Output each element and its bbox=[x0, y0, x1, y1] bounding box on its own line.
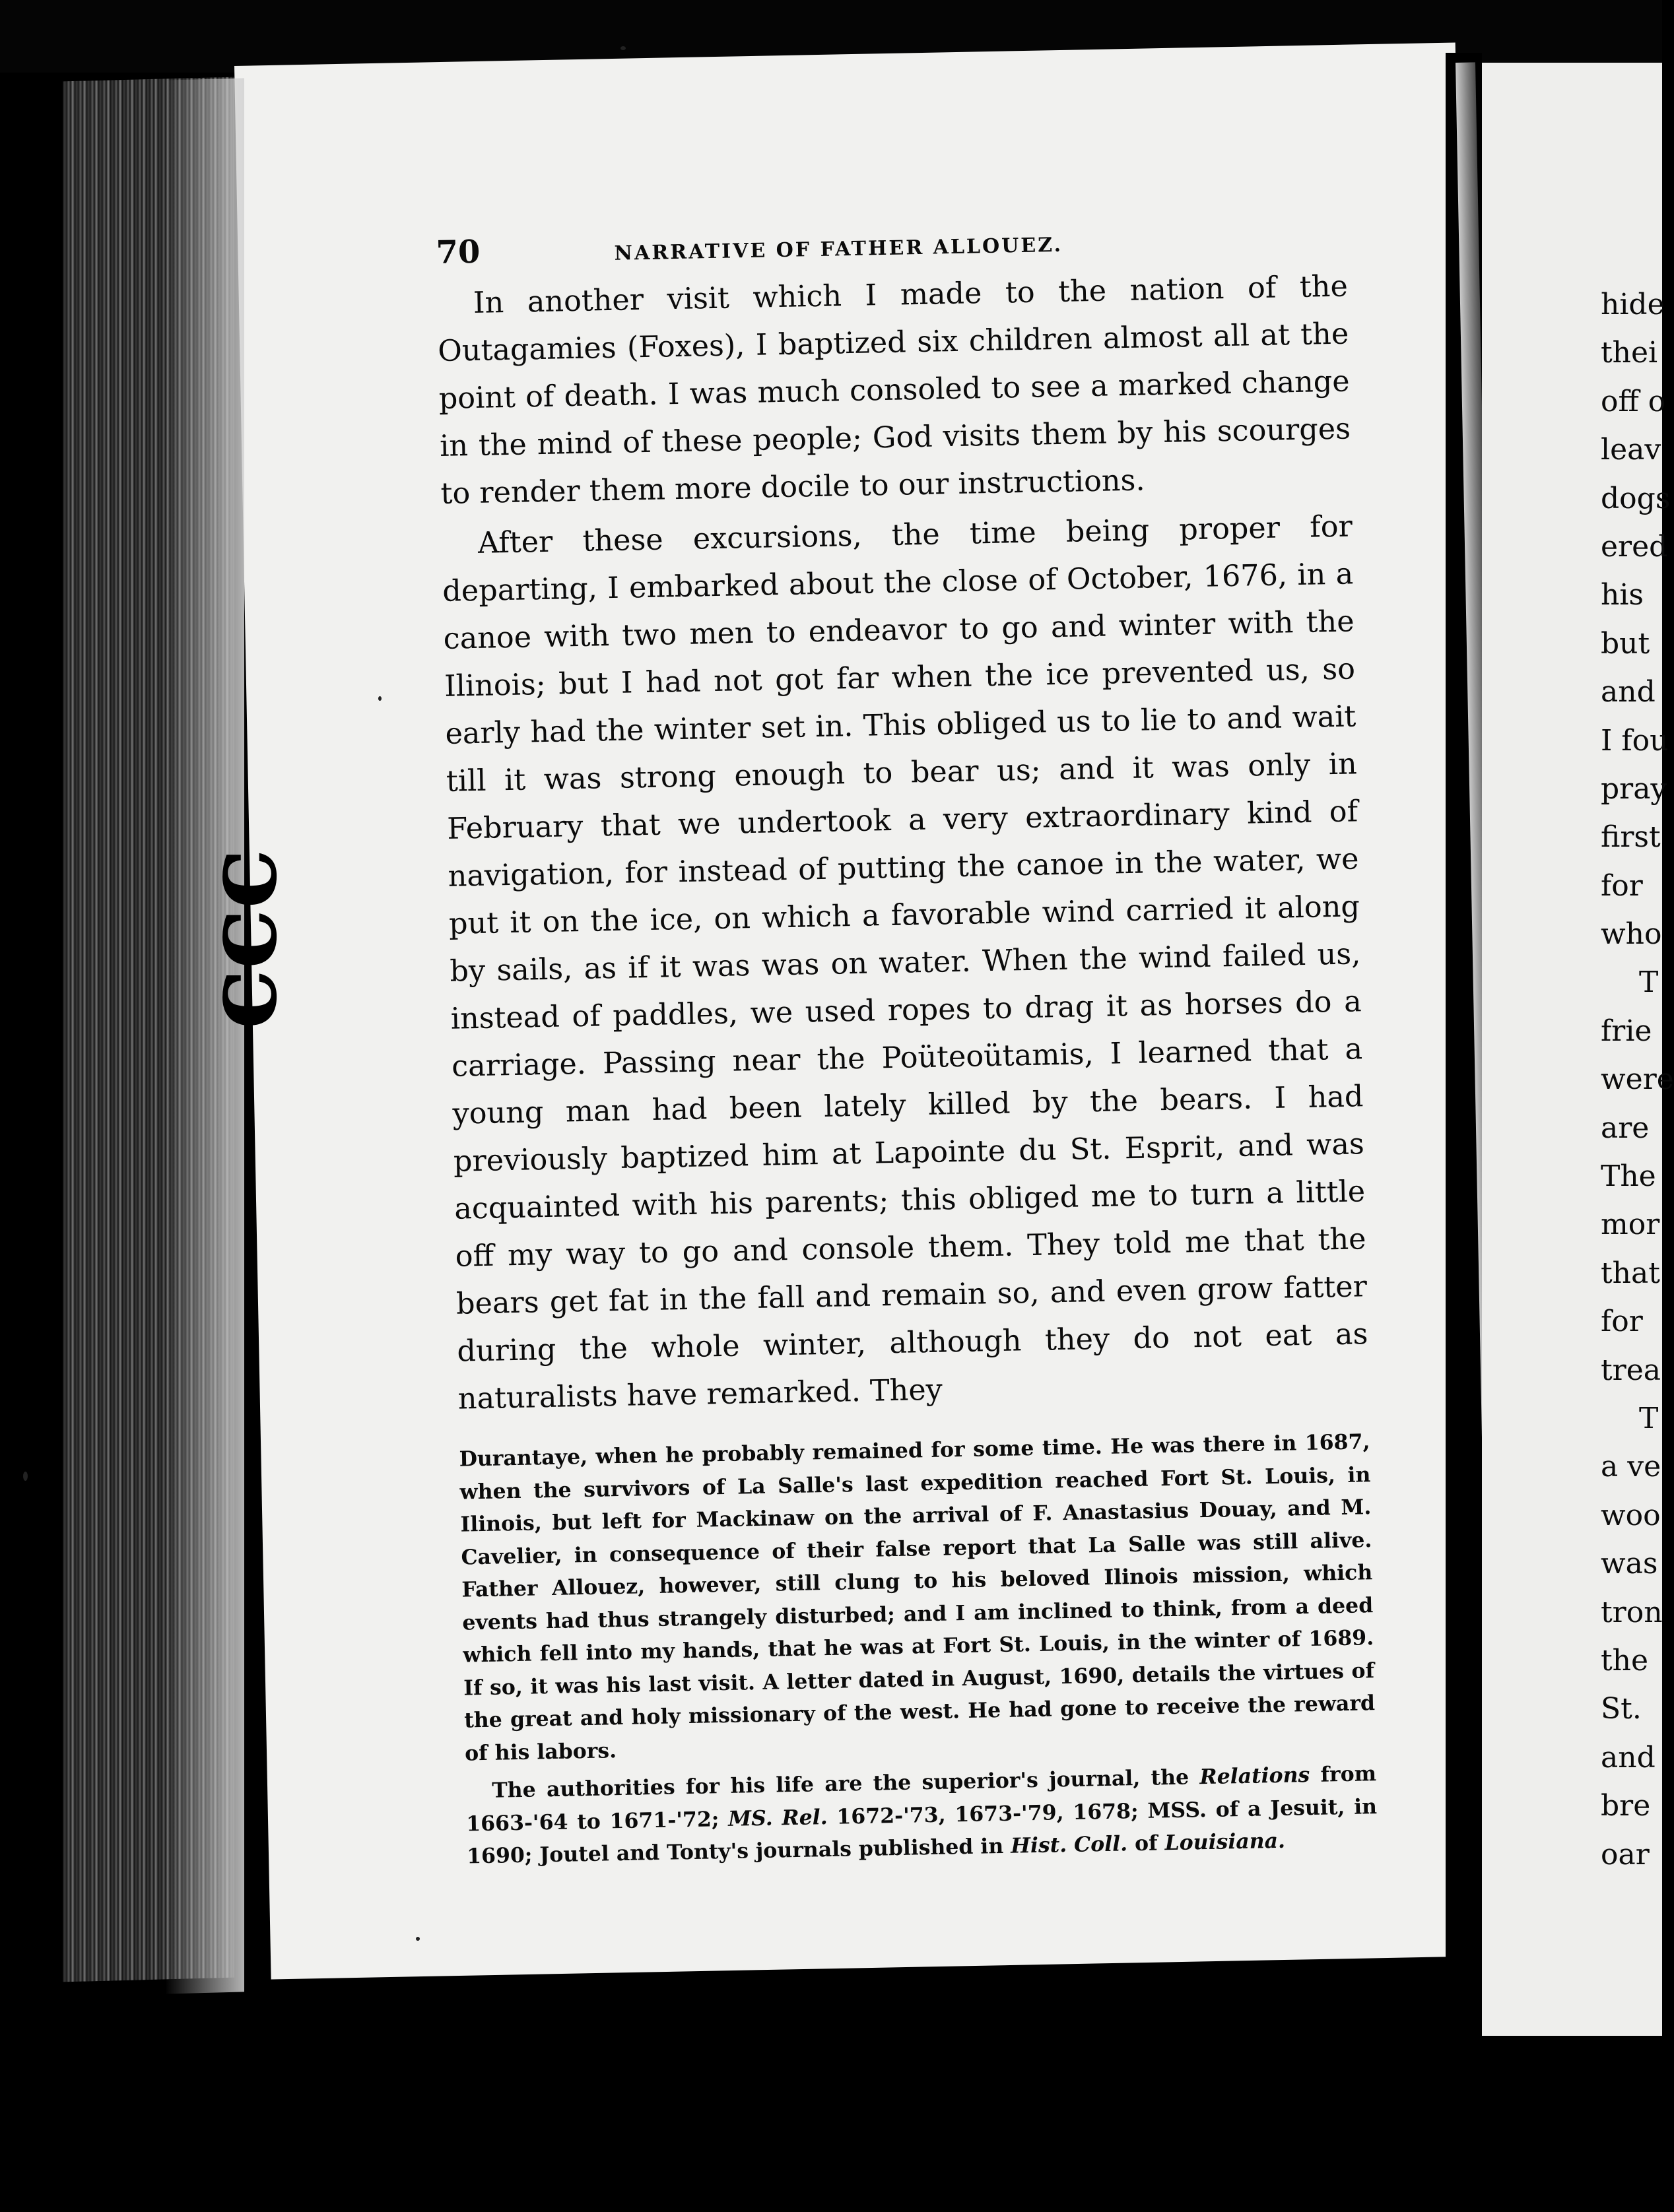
facing-line: pray bbox=[1601, 771, 1667, 806]
facing-line: woo bbox=[1601, 1498, 1661, 1532]
italic-title: Louisiana. bbox=[1164, 1828, 1286, 1856]
facing-line: ered bbox=[1601, 529, 1668, 564]
facing-line: off o bbox=[1601, 384, 1666, 418]
facing-line: the bbox=[1601, 1643, 1649, 1677]
facing-line: a ve bbox=[1601, 1450, 1661, 1484]
page-edge-shading bbox=[165, 78, 244, 1994]
facing-line: bre bbox=[1601, 1789, 1651, 1823]
facing-line: oar bbox=[1601, 1837, 1650, 1871]
body-text bbox=[436, 263, 1369, 1423]
paragraph: After these excursions, the time being proper for departing, I embarked about the close of October, 1676, in a canoe with two men to endeavor to go and winter with the Ilinois; but I had not got far when the ice prevented us, so early had the winter set in. This obliged us to lie to and wait till it was strong enough to bear us; and it was only in February that we undertook a very extraordinary kind of navigation, for instead of putting the canoe in the water, we put it on the ice, on which a favorable wind carried it along by sails, as if it was was on water. When the wind failed us, instead of paddles, we used ropes to drag it as horses do a carriage. Passing near the Poüteoütamis, I learned that a young man had been lately killed by the bears. I had previously baptized him at Lapointe du St. Esprit, and was acquainted with his parents; this obliged me to turn a little off my way to go and console them. They told me that the bears get fat in the fall and remain so, and even grow fatter during the whole winter, although they do not eat as naturalists have remarked. They bbox=[442, 509, 1368, 1416]
facing-line: dogs bbox=[1601, 481, 1671, 515]
facing-page-text bbox=[1601, 280, 1674, 1879]
facing-line: T bbox=[1639, 965, 1659, 1000]
facing-line: that bbox=[1601, 1256, 1660, 1290]
italic-title: MS. Rel. bbox=[727, 1804, 828, 1831]
footnote: Durantaye, when he probably remained for some time. He was there in 1687, when the survivors of La Salle's last expedition reached Fort St. Louis, in Ilinois, but left for Mackinaw on the arrival of F. Anastasius Douay, and M. Cavelier, in consequence of their false report that La Salle was still alive. Father Allouez, however, still clung to his beloved Ilinois mission, which events had thus strangely disturbed; and I am inclined to think, from a deed which fell into my hands, that he was at Fort St. Louis, in the winter of 1689. If so, it was his last visit. A letter dated in August, 1690, details the virtues of the great and holy missionary of the west. He had gone to receive the reward of his labors. bbox=[459, 1429, 1376, 1766]
facing-line: hide bbox=[1601, 288, 1665, 321]
facing-line: T bbox=[1639, 1401, 1659, 1435]
facing-line: trea bbox=[1601, 1353, 1661, 1387]
facing-line: mor bbox=[1601, 1208, 1660, 1242]
speck bbox=[23, 1472, 28, 1481]
speck bbox=[416, 1937, 420, 1941]
facing-line: and bbox=[1601, 675, 1656, 709]
facing-line: frie bbox=[1601, 1014, 1652, 1048]
facing-line: his bbox=[1601, 578, 1644, 612]
facing-line: who bbox=[1601, 917, 1662, 952]
facing-line: for bbox=[1601, 868, 1643, 903]
facing-line: leav bbox=[1601, 433, 1661, 467]
italic-title: Relations bbox=[1199, 1763, 1310, 1790]
facing-line: for bbox=[1601, 1305, 1643, 1339]
footnote: The authorities for his life are the superior's journal, the Relations from 1663-'64 to 1671-'72; MS. Rel. 1672-'73, 1673-'79, 1678; MSS. of a Jesuit, in 1690; Joutel and Tonty's journals published in Hist. Coll. of Louisiana. bbox=[465, 1761, 1378, 1869]
facing-line: thei bbox=[1601, 336, 1658, 370]
paragraph: In another visit which I made to the nation of the Outagamies (Foxes), I baptized six children almost all at the point of death. I was much consoled to see a marked change in the mind of these people; God visits them by his scourges to render them more docile to our instructions. bbox=[437, 269, 1351, 511]
facing-line: St. bbox=[1601, 1692, 1642, 1726]
footnotes bbox=[459, 1425, 1378, 1873]
bleed-through-mark bbox=[201, 983, 452, 1029]
page-number: 70 bbox=[436, 233, 481, 271]
facing-line: are bbox=[1601, 1111, 1650, 1145]
italic-title: Hist. Coll. bbox=[1010, 1831, 1128, 1858]
running-head-title: NARRATIVE OF FATHER ALLOUEZ. bbox=[614, 233, 1063, 265]
facing-line: first bbox=[1601, 820, 1661, 855]
speck bbox=[378, 696, 382, 701]
speck bbox=[620, 46, 626, 50]
page-content bbox=[436, 217, 1378, 1873]
facing-line: but bbox=[1601, 626, 1650, 661]
facing-line: tron bbox=[1601, 1595, 1663, 1629]
facing-line: and bbox=[1601, 1740, 1656, 1774]
facing-line: The bbox=[1601, 1159, 1656, 1194]
facing-line: was bbox=[1601, 1547, 1658, 1581]
facing-line: I fou bbox=[1601, 723, 1669, 758]
facing-line: were bbox=[1601, 1062, 1674, 1097]
